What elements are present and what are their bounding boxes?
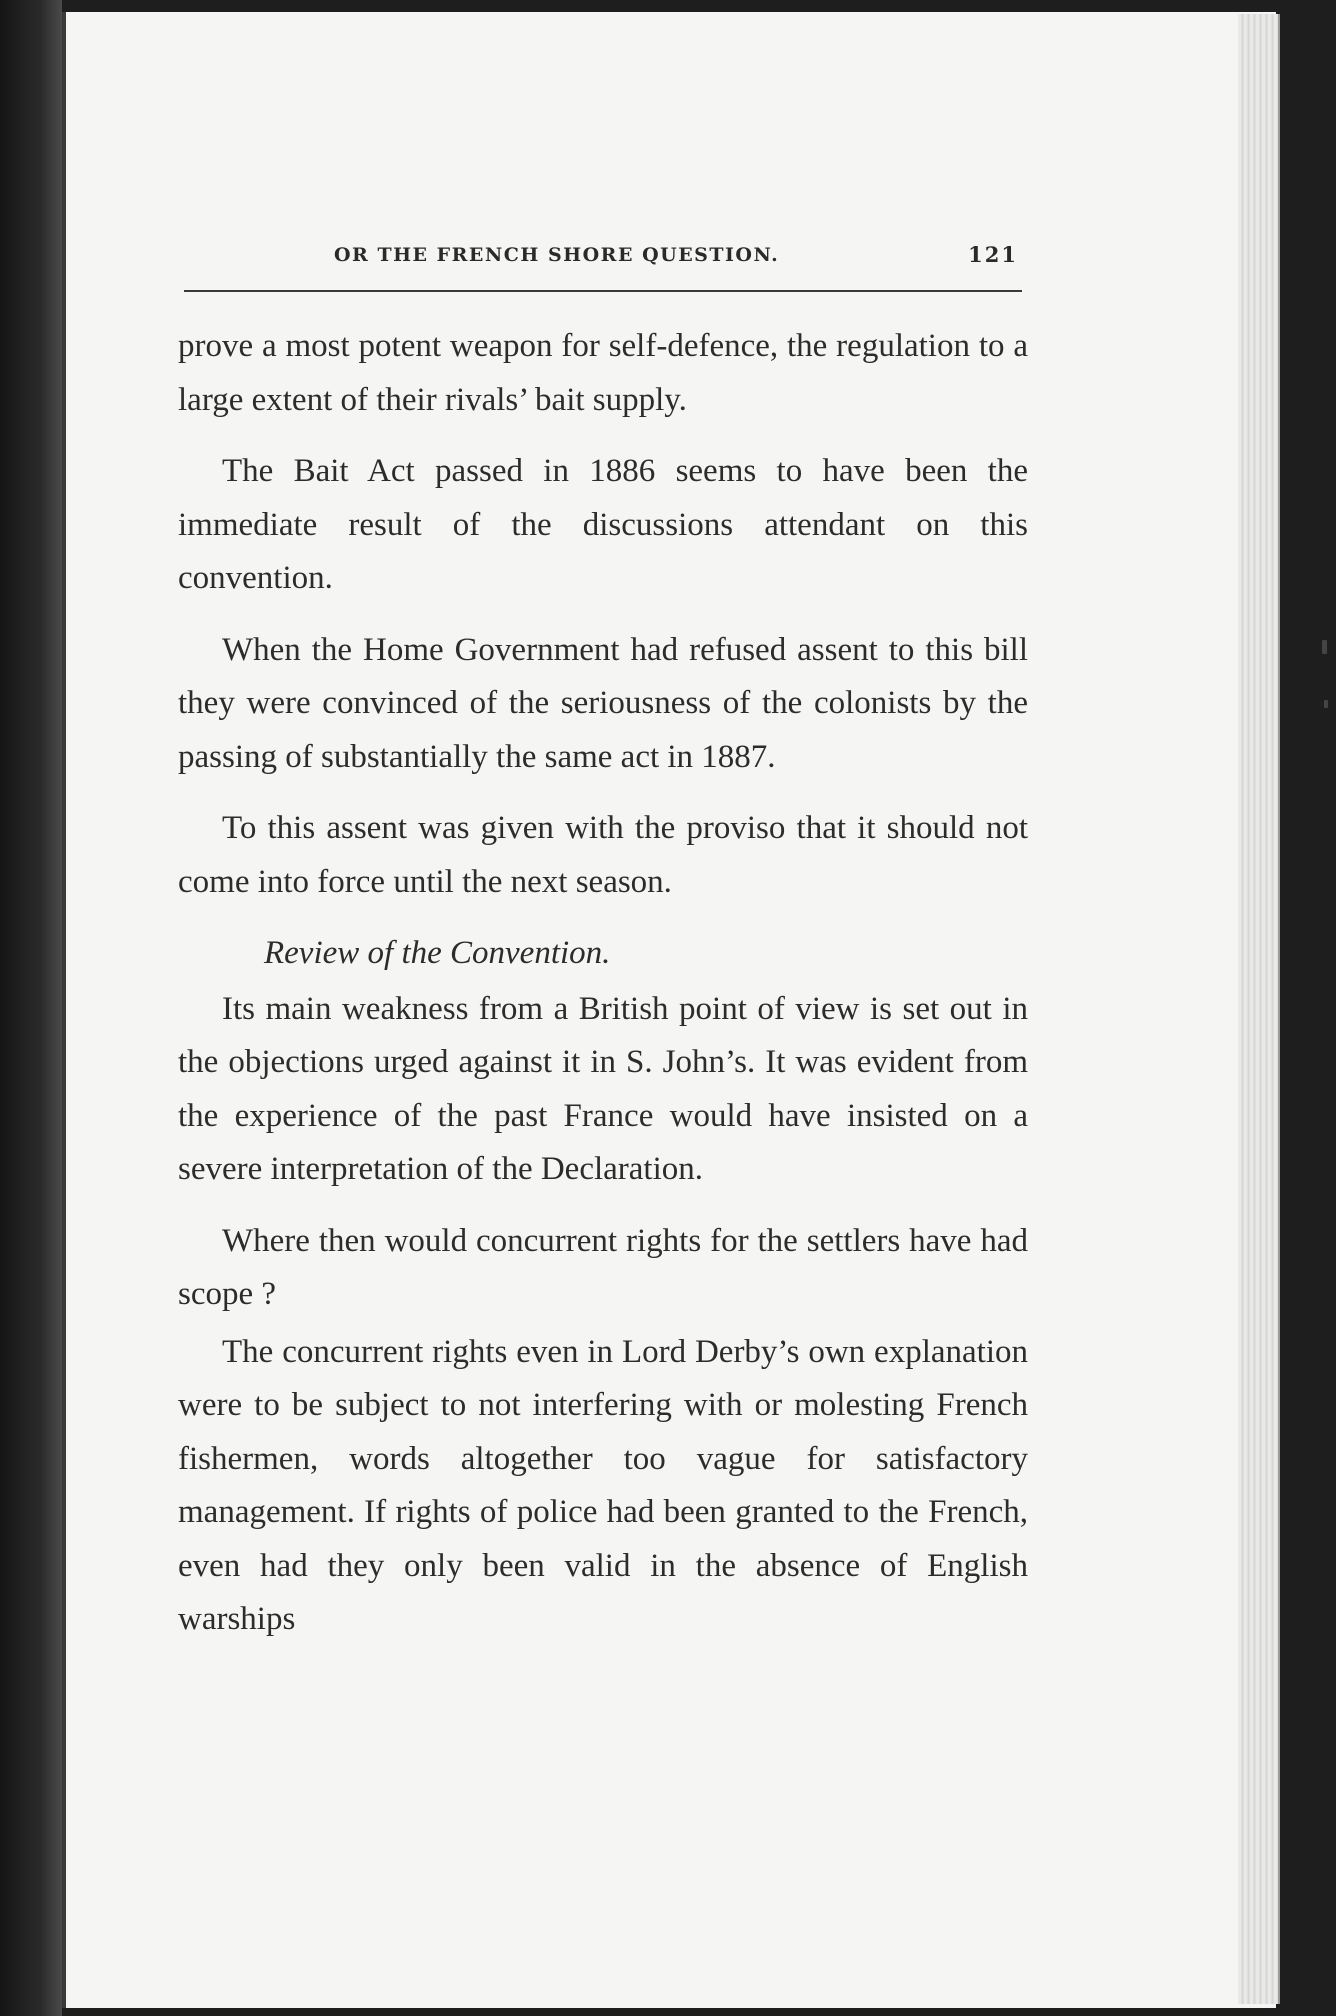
scan-fleck [1324, 700, 1328, 708]
page-edges [1238, 14, 1280, 2004]
scan-fleck [1322, 640, 1327, 654]
paragraph-bait-act: The Bait Act passed in 1886 seems to have been the immediate result of the discussions attendant on this convention. [178, 453, 1028, 596]
paragraph-main-weakness: Its main weakness from a British point of view is set out in the objections urged against it in S. John’s. It was evident from the experience of the past France would have insisted on a severe interpretation of the Declaration. [178, 990, 1028, 1187]
running-head [184, 240, 1022, 280]
section-subheading: Review of the Convention. [264, 935, 611, 971]
paragraph-assent: To this assent was given with the proviso that it should not come into force until the next season. [178, 810, 1028, 900]
running-head-title: OR THE FRENCH SHORE QUESTION. [334, 244, 780, 266]
page-number: 121 [968, 242, 1018, 267]
header-rule [184, 290, 1022, 292]
paragraph-lord-derby: The concurrent rights even in Lord Derby’s own explanation were to be subject to not interfering with or molesting French fishermen, words altogether too vague for satisfactory management. If rights of police had been granted to the French, even had they only been valid in the absence of English warships [178, 1333, 1028, 1637]
body-text [178, 320, 1028, 1665]
paragraph-home-government: When the Home Government had refused assent to this bill they were convinced of the seriousness of the colonists by the passing of substantially the same act in 1887. [178, 631, 1028, 775]
book-binding-shadow [0, 0, 62, 2016]
paragraph-concurrent-scope: Where then would concurrent rights for the settlers have had scope ? [178, 1222, 1028, 1312]
paragraph-continued: prove a most potent weapon for self-defence, the regulation to a large extent of their rivals’ bait supply. [178, 328, 1028, 418]
